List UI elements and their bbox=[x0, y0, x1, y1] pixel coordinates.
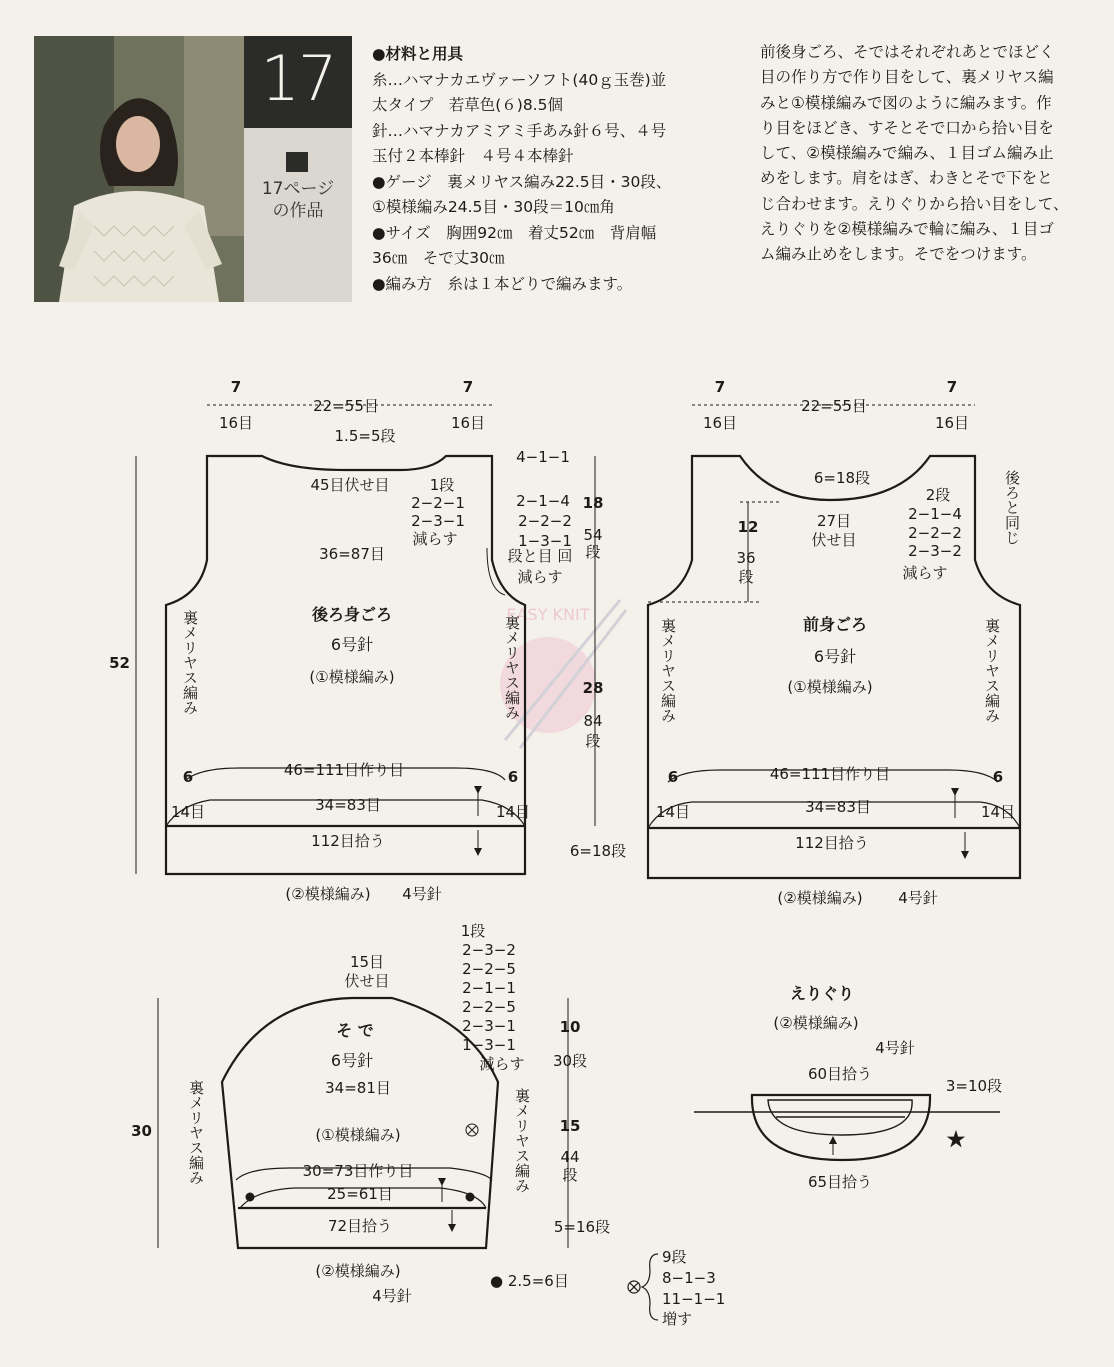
sleeve-needle: 6号針 bbox=[330, 1051, 374, 1070]
front-cast-on: 46=111目作り目 bbox=[769, 765, 891, 783]
neckband-pickup-bottom: 65目拾う bbox=[807, 1173, 873, 1191]
back-neck-depth: 1.5=5段 bbox=[334, 427, 396, 445]
pattern-number: 17 bbox=[260, 42, 336, 115]
sleeve-ribbing: (②模様編み) bbox=[315, 1262, 401, 1280]
sleeve-total-height: 30 bbox=[131, 1122, 152, 1140]
back-neck-dec: 1段 bbox=[429, 476, 455, 494]
sleeve-cap-dec: 1段 bbox=[460, 922, 486, 940]
instruction-line: して、②模様編みで編み、１目ゴム編み止 bbox=[760, 144, 1054, 163]
front-pickup: 112目拾う bbox=[795, 834, 869, 852]
neckband-height: 3=10段 bbox=[945, 1077, 1003, 1095]
front-neck-height: 段 bbox=[738, 568, 754, 586]
materials-line: ●編み方 糸は１本どりで編みます。 bbox=[372, 274, 633, 293]
back-hem-width: 34=83目 bbox=[315, 796, 381, 814]
back-ribbing-needle: 4号針 bbox=[402, 885, 442, 903]
sleeve-cap-dec: 2−2−5 bbox=[462, 998, 516, 1016]
back-pickup: 112目拾う bbox=[311, 832, 385, 850]
instruction-line: みと①模様編みで図のように編みます。作 bbox=[760, 93, 1052, 112]
back-armhole-height: 18 bbox=[582, 494, 604, 512]
neckband-pattern: (②模様編み) bbox=[773, 1014, 859, 1032]
back-pattern: (①模様編み) bbox=[309, 668, 395, 686]
back-inc-left: 6 bbox=[182, 768, 194, 786]
back-body-height: 段 bbox=[585, 732, 601, 750]
back-inc-right: 6 bbox=[507, 768, 519, 786]
back-arm-dec: 減らす bbox=[517, 568, 563, 586]
materials-heading: ●材料と用具 bbox=[372, 45, 464, 63]
back-side-label-left: 裏メリヤス編み bbox=[181, 610, 199, 715]
instruction-line: じ合わせます。えりぐりから拾い目をして、 bbox=[760, 194, 1069, 213]
sleeve-x-note-line: 8−1−3 bbox=[662, 1269, 716, 1287]
sleeve-side-label-left: 裏メリヤス編み bbox=[187, 1080, 205, 1185]
back-arm-dec: 段と目 回 bbox=[507, 547, 573, 565]
materials-line: 玉付２本棒針 ４号４本棒針 bbox=[372, 147, 574, 165]
materials-line: 糸…ハマナカエヴァーソフト(40ｇ玉巻)並 bbox=[372, 70, 667, 89]
pattern-ref-line: の作品 bbox=[272, 201, 324, 221]
front-ribbing: (②模様編み) bbox=[777, 889, 863, 907]
materials-line: 針…ハマナカアミアミ手あみ針６号、４号 bbox=[372, 121, 667, 140]
sleeve-dot-note: ● 2.5=6目 bbox=[490, 1272, 569, 1290]
sleeve-cap-dec: 2−2−5 bbox=[462, 960, 516, 978]
back-arm-dec: 4−1−1 bbox=[516, 448, 570, 466]
front-neck-width: 22=55目 bbox=[801, 397, 867, 415]
front-neck-dec: 減らす bbox=[902, 564, 948, 582]
sleeve-cap-height: 10 bbox=[559, 1018, 581, 1036]
back-total-height: 52 bbox=[109, 654, 130, 672]
sleeve-arm-height: 44 bbox=[560, 1148, 580, 1166]
front-neck-bind: 27目 bbox=[816, 512, 852, 530]
back-rib-height: 6=18段 bbox=[569, 842, 627, 860]
instruction-line: えりぐりを②模様編みで輪に編み、１目ゴ bbox=[760, 220, 1054, 239]
back-armhole-height: 54 bbox=[583, 526, 603, 544]
back-ribbing: (②模様編み) bbox=[285, 885, 371, 903]
pattern-ref-line: 17ページ bbox=[261, 179, 335, 199]
front-neck-dec: 2段 bbox=[925, 486, 951, 504]
back-arm-dec: 1−3−1 bbox=[518, 532, 572, 550]
front-shoulder-left-stitches: 16目 bbox=[702, 414, 738, 432]
front-neck-dec: 2−1−4 bbox=[908, 505, 962, 523]
back-title: 後ろ身ごろ bbox=[311, 605, 393, 624]
front-neck-height: 12 bbox=[737, 518, 759, 536]
materials-line: ●ゲージ 裏メリヤス編み22.5目・30段、 bbox=[372, 172, 672, 191]
sleeve-cap-dec: 2−1−1 bbox=[462, 979, 516, 997]
front-side-label-right: 裏メリヤス編み bbox=[983, 618, 1001, 723]
back-shoulder-right-cm: 7 bbox=[462, 378, 474, 396]
watermark-text: EASY KNIT bbox=[506, 605, 590, 624]
instruction-line: り目をほどき、すそとそで口から拾い目を bbox=[760, 118, 1054, 137]
neckband-needle: 4号針 bbox=[875, 1039, 915, 1057]
sleeve-pickup: 72目拾う bbox=[327, 1217, 393, 1235]
sleeve-cap-dec: 2−3−1 bbox=[462, 1017, 516, 1035]
sleeve-cap-dec: 2−3−2 bbox=[462, 941, 516, 959]
neckband-pickup-top: 60目拾う bbox=[807, 1065, 873, 1083]
front-inc-left: 6 bbox=[667, 768, 679, 786]
back-armhole-height: 段 bbox=[585, 543, 601, 561]
back-inc-right: 14目 bbox=[495, 803, 531, 821]
sleeve-x-note-line: 11−1−1 bbox=[662, 1290, 726, 1308]
sleeve-arm-height: 段 bbox=[562, 1166, 578, 1184]
sleeve-x-note-line: 9段 bbox=[662, 1248, 687, 1266]
sleeve-top-bind: 15目 bbox=[349, 953, 385, 971]
sleeve-top-bind: 伏せ目 bbox=[344, 972, 390, 990]
materials-line: 太タイプ 若草色(６)8.5個 bbox=[372, 96, 563, 114]
materials-line: 36㎝ そで丈30㎝ bbox=[372, 249, 505, 267]
front-title: 前身ごろ bbox=[802, 615, 868, 634]
materials-line: ①模様編み24.5目・30段＝10㎝角 bbox=[372, 198, 615, 216]
sleeve-ribbing-needle: 4号針 bbox=[372, 1287, 412, 1305]
front-shoulder-right-stitches: 16目 bbox=[934, 414, 970, 432]
front-neck-bind: 伏せ目 bbox=[811, 531, 857, 549]
sleeve-cuff-height: 5=16段 bbox=[553, 1218, 611, 1236]
back-arm-dec: 2−1−4 bbox=[516, 492, 570, 510]
back-shoulder-right-stitches: 16目 bbox=[450, 414, 486, 432]
sleeve-title: そ で bbox=[336, 1021, 374, 1040]
front-neck-dec: 2−3−2 bbox=[908, 542, 962, 560]
back-body-height: 28 bbox=[582, 679, 604, 697]
back-needle: 6号針 bbox=[330, 635, 374, 654]
instruction-line: 目の作り方で作り目をして、裏メリヤス編 bbox=[760, 68, 1054, 87]
front-neck-height: 36 bbox=[736, 549, 756, 567]
front-inc-left: 14目 bbox=[655, 803, 691, 821]
materials-line: ●サイズ 胸囲92㎝ 着丈52㎝ 背肩幅 bbox=[372, 223, 657, 242]
sleeve-x-note-line: 増す bbox=[662, 1310, 693, 1328]
neckband-title: えりぐり bbox=[789, 984, 855, 1003]
front-neck-depth: 6=18段 bbox=[813, 469, 871, 487]
sleeve-cast-on: 30=73目作り目 bbox=[302, 1162, 414, 1180]
sleeve-arm-height: 15 bbox=[559, 1117, 581, 1135]
instruction-line: 前後身ごろ、そではそれぞれあとでほどく bbox=[760, 43, 1055, 61]
front-side-label-left: 裏メリヤス編み bbox=[659, 618, 677, 723]
front-neck-dec: 2−2−2 bbox=[908, 524, 962, 542]
back-shoulder-left-cm: 7 bbox=[230, 378, 242, 396]
back-neck-bind: 45目伏せ目 bbox=[310, 476, 390, 494]
front-hem-width: 34=83目 bbox=[805, 798, 871, 816]
front-pattern: (①模様編み) bbox=[787, 678, 873, 696]
back-neck-width: 22=55目 bbox=[313, 397, 379, 415]
star-icon: ★ bbox=[947, 1127, 965, 1151]
back-arm-dec: 2−2−2 bbox=[518, 512, 572, 530]
front-inc-right: 14目 bbox=[980, 803, 1016, 821]
front-needle: 6号針 bbox=[813, 647, 857, 666]
back-neck-dec: 2−2−1 bbox=[411, 494, 465, 512]
back-neck-dec: 2−3−1 bbox=[411, 512, 465, 530]
sleeve-pattern: (①模様編み) bbox=[315, 1126, 401, 1144]
sleeve-cap-height: 30段 bbox=[552, 1052, 588, 1070]
front-shoulder-right-cm: 7 bbox=[946, 378, 958, 396]
sleeve-cap-dec: 減らす bbox=[479, 1055, 525, 1073]
back-neck-dec: 減らす bbox=[412, 530, 458, 548]
sleeve-cap-dec: 1−3−1 bbox=[462, 1036, 516, 1054]
back-cast-on: 46=111目作り目 bbox=[283, 761, 405, 779]
front-inc-right: 6 bbox=[992, 768, 1004, 786]
back-inc-left: 14目 bbox=[170, 803, 206, 821]
sleeve-side-label-right: 裏メリヤス編み bbox=[513, 1088, 531, 1193]
instruction-line: ム編み止めをします。そでをつけます。 bbox=[760, 245, 1037, 264]
sleeve-width: 34=81目 bbox=[325, 1079, 391, 1097]
instruction-line: めをします。肩をはぎ、わきとそで下をと bbox=[760, 169, 1053, 188]
neckband-labels bbox=[773, 984, 1002, 1191]
back-side-label-right: 裏メリヤス編み bbox=[503, 615, 521, 720]
sleeve-x-note bbox=[628, 1248, 725, 1328]
sleeve-cuff-width: 25=61目 bbox=[327, 1185, 393, 1203]
front-shoulder-left-cm: 7 bbox=[714, 378, 726, 396]
back-shoulder-left-stitches: 16目 bbox=[218, 414, 254, 432]
back-body-height: 84 bbox=[583, 712, 603, 730]
front-same-as-back: 後ろと同じ bbox=[1003, 470, 1021, 545]
back-chest: 36=87目 bbox=[319, 545, 385, 563]
front-ribbing-needle: 4号針 bbox=[898, 889, 938, 907]
